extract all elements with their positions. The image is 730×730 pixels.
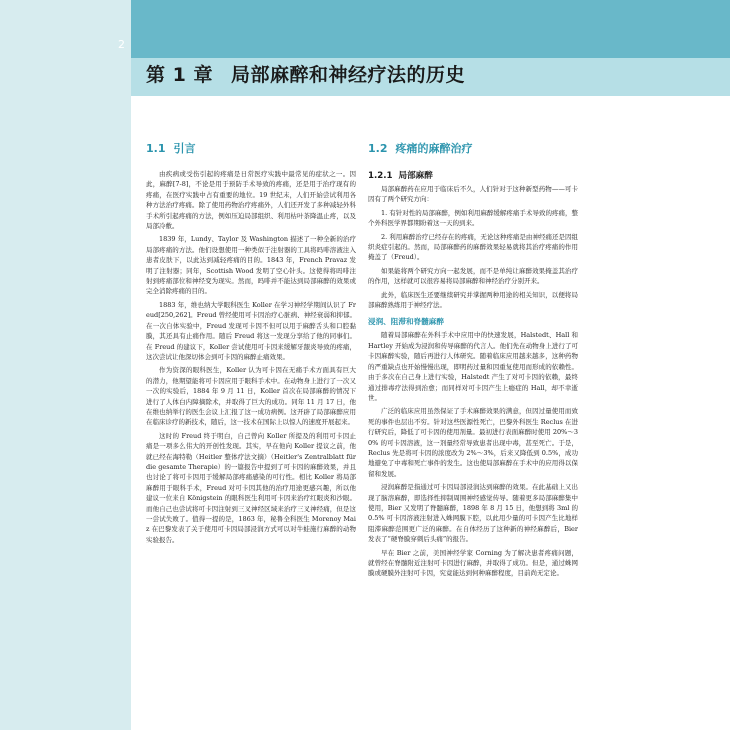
chapter-title-text: 局部麻醉和神经疗法的历史 [230,64,465,86]
section-number: 1.2 [368,142,388,155]
paragraph: 这时的 Freud 终于明白，自己曾向 Koller 所提及的利用可卡因止痛是一项多么伟大的开创性发现。其实，早在他向 Koller 提议之前，他就已经在海特勒（Heitler 整体疗法文摘）（Heitler's Zentralblatt für die gesamte Therapie）的一篇报告中提到了可卡因的麻醉效果，并且也讨论了将可卡因用于缓解局部疼痛感染的可行性。相比 Koller 将局部麻醉用于眼科手术，Freud 对可卡因其他的治疗用途更感兴趣，所以他建议一位来自 Königstein 的眼科医生利用可卡因来治疗红眼炎和沙眼。而他自己也尝试将可卡因注射到三叉神经区域来治疗三叉神经痛，但是这一尝试失败了。值得一提的是，1863 年，秘鲁全科医生 Morenoy Maiz 在巴黎发表了关于使用可卡因局部浸润方式可以对牛蛙施行麻醉的动物实验报告。 [146,431,356,544]
side-heading-infiltration: 浸润、阻滞和脊髓麻醉 [368,317,444,327]
section-title: 引言 [173,142,196,155]
chapter-label: 第 1 章 [146,64,213,86]
paragraph: 作为资深的眼科医生，Koller 认为可卡因在无痛手术方面具有巨大的潜力，他期望能将可卡因应用于眼科手术中。在动物身上进行了一次又一次的实验后，1884 年 9 月 11 日，Koller 首次在局部麻醉的情况下进行了人体白内障摘除术，并取得了巨大的成功。同年 11 月 17 日，他在维也纳举行的医生会议上汇报了这一成功病例。这开辟了局部麻醉应用在临床诊疗的新技术，随后，这一技术在国际上以惊人的速度开展起来。 [146,366,356,427]
section-heading-intro [146,140,356,156]
paragraph: 早在 Bier 之前，美国神经学家 Corning 为了解决患者疼痛问题，就曾经在脊髓附近注射可卡因进行麻醉，并取得了成功。但是，通过蛛网膜或硬膜外注射可卡因，究竟能达到何种麻醉程度，目前尚无定论。 [368,548,578,578]
paragraph: 如果能将两个研究方向一起发展，而不是单纯让麻醉效果掩盖其治疗的作用，这样就可以很容易将局部麻醉和神经治疗分别开来。 [368,266,578,286]
section-title: 疼痛的麻醉治疗 [395,142,473,155]
left-margin-band [0,0,131,730]
page-number: 2 [118,38,125,51]
paragraph: 浸润麻醉是指通过可卡因局部浸润达到麻醉的效果。在此基础上又出现了脑溶麻醉，即选择性抑制周围神经感觉传导。随着更多局部麻醉集中使用，Bier 又发明了脊髓麻醉，1898 年 8 月 15 日，他想到将 3ml 的 0.5% 可卡因溶液注射进入蛛网膜下腔，以此用少量的可卡因产生比地样阻滞麻醉范围更广泛的麻醉。在自体经历了这种新的神经麻醉后，Bier 发表了“硬脊膜穿刺后头痛”的报告。 [368,483,578,544]
paragraph: 1883 年，维也纳大学眼科医生 Koller 在学习神经学期间认识了 Freud[250,262]。Freud 曾经使用可卡因治疗心脏病、神经衰弱和抑郁。在一次自体实验中，Freud 发现可卡因不但可以用于麻醉舌头和口腔黏膜，其还具有止痛作用。随后 Freud 将这一发现分享给了他的同事们。在 Freud 的建议下，Koller 尝试使用可卡因来缓解牙龈炎导致的疼痛，这次尝试让他深切体会到可卡因的麻醉止痛效果。 [146,300,356,361]
section-heading-pain-anesthesia [368,140,578,156]
subsection-heading-local-anesthesia [368,169,578,181]
paragraph: 广泛的临床应用虽然保证了手术麻醉效果的满意，但因过量使用而致死的事件也层出不穷。针对这些医源性死亡，巴黎外科医生 Reclus 在进行研究后，降低了可卡因的使用剂量。最初进行表面麻醉时使用 20%～30% 的可卡因溶液，这一剂量经常导致患者出现中毒，甚至死亡。于是，Reclus 先是将可卡因的浓度改为 2%～3%，后来又降低到 0.5%，成功地避免了中毒和死亡事件的发生。这也使局部麻醉在手术中的应用得以保留和发展。 [368,407,578,478]
numbered-point: 1. 有针对性的局部麻醉，例如利用麻醉缓解疼痛手术导致的疼痛，整个外科医学界都期盼着这一天的到来。 [368,208,578,228]
paragraph: 此外，临床医生还要继续研究并掌握两种用途的相关知识，以便将局部麻醉熟练用于神经疗法。 [368,290,578,310]
section-number: 1.1 [146,142,166,155]
subsection-number: 1.2.1 [368,171,393,181]
numbered-point: 2. 利用麻醉治疗已经存在的疼痛，无论这种疼痛是由神经痛还是因组织炎症引起的。然而，局部麻醉药的麻醉效果轻易就将其治疗疼痛的作用掩盖了（Freud）。 [368,232,578,262]
chapter-title [146,60,465,87]
paragraph: 1839 年，Lundy、Taylor 及 Washington 描述了一种全新的治疗局部疼痛的方法。他们设想使用一种类似于注射器的工具将吗啡溶液注入患者皮肤下，以此达到减轻疼痛的目的。1843 年，French Pravaz 发明了注射器；同年，Scottish Wood 发明了空心针头。这使得将吗啡注射到疼痛部位和神经变为现实。然而，吗啡并不能达到局部麻醉的效果或完全消除疼痛的目的。 [146,235,356,296]
paragraph: 随着局部麻醉在外科手术中应用中的快速发展，Halstedt、Hall 和 Hartley 开始成为浸润和传导麻醉的代言人。他们先在动物身上进行了可卡因麻醉实验，随后再进行人体研究。随着临床应用越来越多，这种药物的严重缺点也开始慢慢出现，即明药过量和因重复使用而形成的依赖性。由于多次在自己身上进行实验，Halstedt 产生了对可卡因的依赖，最终通过排毒疗法得到治愈；而同样对可卡因产生上瘾症的 Hall，却不幸逝世。 [368,331,578,402]
left-column [146,140,356,548]
subsection-title: 局部麻醉 [398,171,433,181]
paragraph: 局部麻醉药在应用于临床后不久，人们针对于这种新型药物——可卡因有了两个研究方向： [368,185,578,204]
right-column [368,140,578,582]
paragraph: 由疾病或受伤引起的疼痛是日常医疗实践中最常见的症状之一。因此，麻醉[7-8]，不论是用于预防手术导致的疼痛，还是用于治疗现有的疼痛，在医疗实践中占有重要的地位。19 世纪末，人们开始尝试利用各种方法治疗疼痛。除了使用药物治疗疼痛外，人们还开发了多种减轻外科手术所引起疼痛的方法，例如压迫局部组织、利用枯叶茶降温止疼，以及局部冷敷。 [146,170,356,231]
